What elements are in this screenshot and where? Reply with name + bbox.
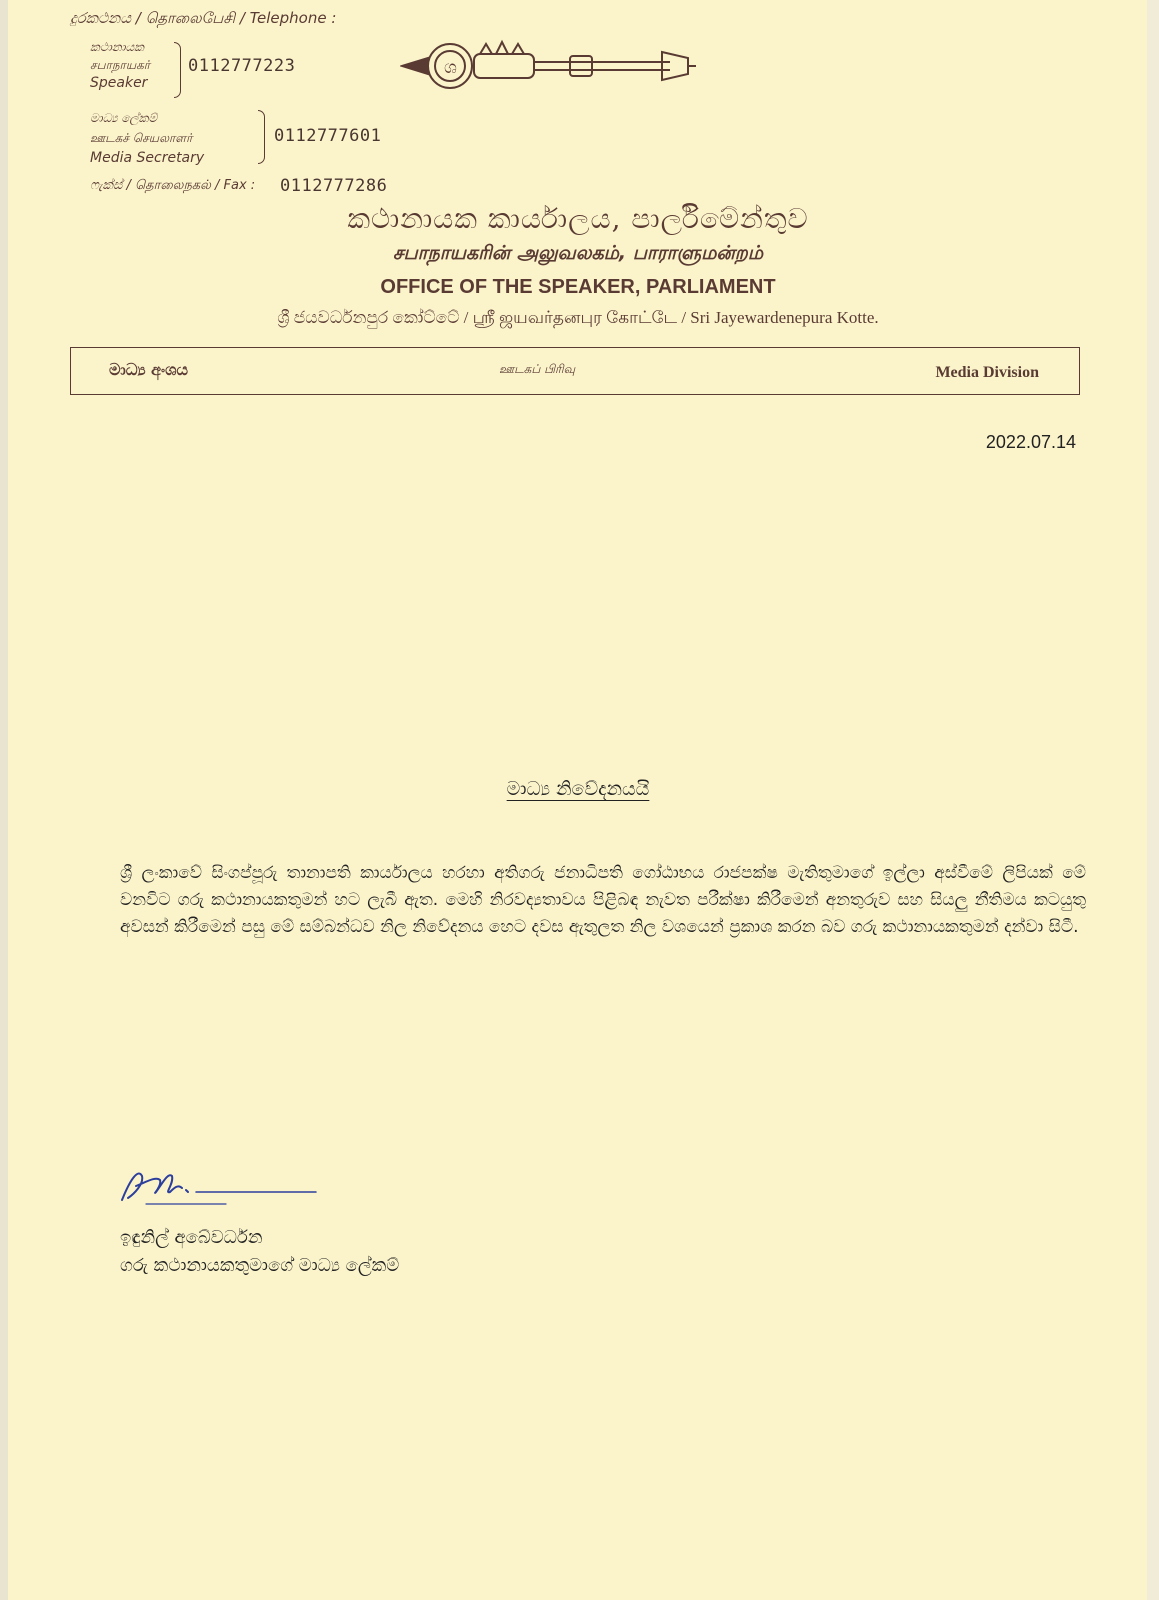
press-release-heading: මාධ්‍ය නිවේදනයයි xyxy=(506,778,650,800)
press-release-body: ශ්‍රී ලංකාවේ සිංගප්පූරු තානාපති කාර්යාලය හරහා අතිගරු ජනාධිපති ගෝඨාභය රාජපක්ෂ මැතිතුමාගේ ඉල්ලා අස්වීමේ ලිපියක් මේ වනවිට ගරු කථානායකතුමන් හට ලැබී ඇත. මෙහි නිරවද්‍යතාවය පිළිබඳ නැවත පරීක්ෂා කිරීමෙන් අනතුරුව සහ සියලු නීතිමය කටයුතු අවසන් කිරීමෙන් පසු මේ සම්බන්ධව නිල නිවේදනය හෙට දවස ඇතුලත නිල වශයෙන් ප්‍රකාශ කරන බව ගරු කථානායකතුමන් දන්වා සිටී. xyxy=(120,863,1086,937)
speaker-label-si: කථානායක xyxy=(90,40,144,54)
office-name-ta: சபாநாயகரின் அலுவலகம், பாராளுமன்றம் xyxy=(392,242,764,264)
speaker-brace xyxy=(174,42,181,98)
office-name-si: කථානායක කාර්යාලය, පාර්ලිමේන්තුව xyxy=(347,202,809,235)
division-en: Media Division xyxy=(935,364,1039,381)
media-secretary-labels xyxy=(90,108,204,168)
svg-text:ශ: ශ xyxy=(444,57,457,78)
division-ta: ஊடகப் பிரிவு xyxy=(499,362,576,376)
media-secretary-label-en: Media Secretary xyxy=(90,150,205,166)
fax-label: ෆැක්ස් / தொலைநகல் / Fax : xyxy=(90,178,256,193)
media-secretary-number: 0112777601 xyxy=(274,126,382,146)
division-si: මාධ්‍ය අංශය xyxy=(109,360,189,379)
page-right-edge xyxy=(1147,0,1159,1600)
page-left-shadow xyxy=(0,0,8,1600)
telephone-label: දුරකථනය / தொலைபேசி / Telephone : xyxy=(70,9,337,27)
mace-emblem-icon xyxy=(400,38,700,94)
media-secretary-brace xyxy=(258,110,265,164)
office-name-en: OFFICE OF THE SPEAKER, PARLIAMENT xyxy=(380,276,776,298)
signatory-name: ඉඳුනිල් අබේවර්ධන xyxy=(120,1227,263,1248)
speaker-labels xyxy=(90,38,150,92)
signatory-block xyxy=(120,1224,399,1280)
office-address: ශ්‍රී ජයවර්ධනපුර කෝට්ටේ / ஸ்ரீ ஜயவர்தனபுர கோட்டே / Sri Jayewardenepura Kotte. xyxy=(277,308,879,327)
fax-number: 0112777286 xyxy=(280,176,388,196)
speaker-label-ta: சபாநாயகர் xyxy=(90,58,151,72)
letter-date: 2022.07.14 xyxy=(985,432,1076,452)
media-secretary-label-ta: ஊடகச் செயலாளர் xyxy=(90,131,193,145)
signatory-title: ගරු කථානායකතුමාගේ මාධ්‍ය ලේකම් xyxy=(120,1255,400,1276)
division-box xyxy=(70,347,1080,395)
speaker-number: 0112777223 xyxy=(188,56,296,76)
signature-icon xyxy=(116,1158,326,1214)
letter-page xyxy=(8,0,1148,1600)
media-secretary-label-si: මාධ්‍ය ලේකම් xyxy=(90,111,157,125)
speaker-label-en: Speaker xyxy=(90,75,148,91)
